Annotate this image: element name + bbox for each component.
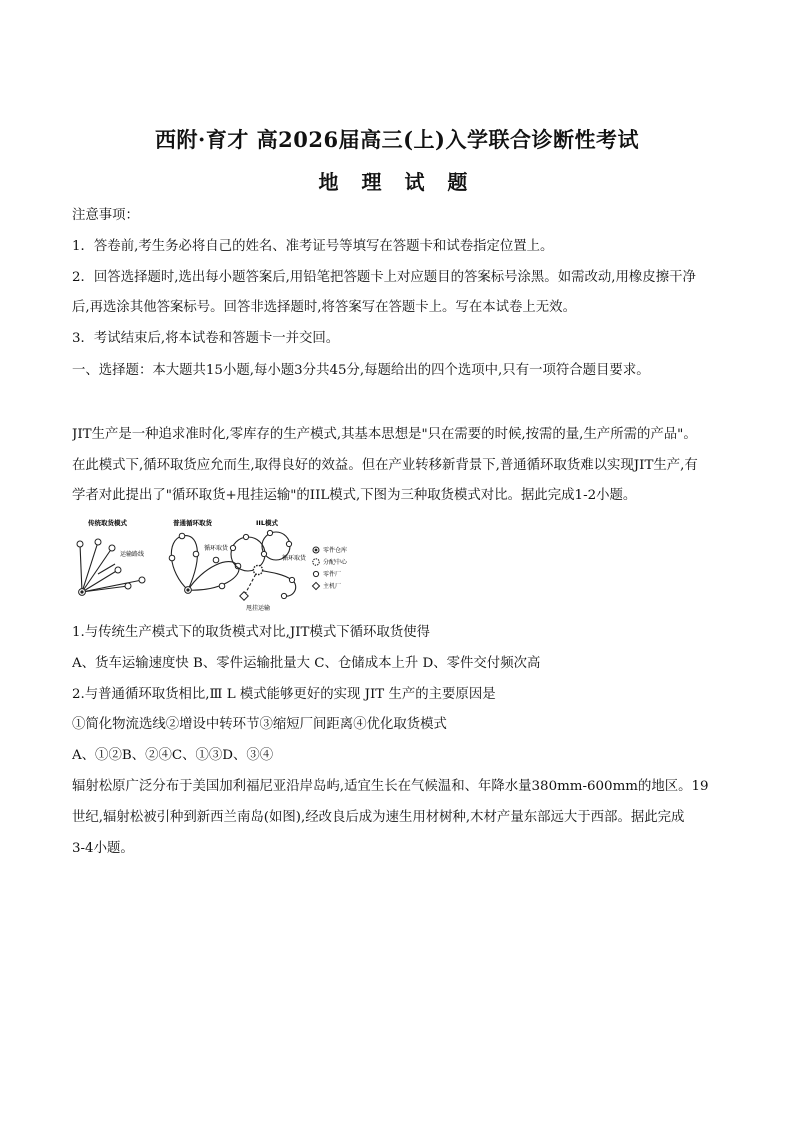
- section-heading: 一、选择题：本大题共15小题,每小题3分共45分,每题给出的四个选项中,只有一项符合题目要求。: [72, 363, 650, 378]
- passage-line: 学者对此提出了"循环取货+甩挂运输"的IIL模式,下图为三种取货模式对比。据此完成1-2小题。: [72, 488, 637, 503]
- notice-item: 1．答卷前,考生务必将自己的姓名、准考证号等填写在答题卡和试卷指定位置上。: [72, 239, 554, 254]
- passage-line: 3-4小题。: [72, 841, 134, 856]
- question-choices: ①简化物流选线②增设中转环节③缩短厂间距离④优化取货模式: [72, 717, 447, 732]
- passage-line: 在此模式下,循环取货应允而生,取得良好的效益。但在产业转移新背景下,普通循环取货难以实现JIT生产,有: [72, 458, 698, 473]
- panel-title: IIL模式: [256, 519, 278, 527]
- iil-loops: [231, 532, 296, 596]
- passage-line: JIT生产是一种追求准时化,零库存的生产模式,其基本思想是"只在需要的时候,按需的量,生产所需的产品"。: [72, 427, 697, 442]
- main-plant: [240, 592, 248, 600]
- question-stem: 1.与传统生产模式下的取货模式对比,JIT模式下循环取货使得: [72, 625, 430, 640]
- legend: [312, 546, 348, 590]
- panel-title: 传统取货模式: [88, 519, 127, 527]
- subject-title: 地 理 试 题: [318, 170, 476, 194]
- cycle-label: 循环取货: [282, 555, 307, 562]
- question-options: A、①②B、②④C、①③D、③④: [72, 748, 274, 763]
- legend-item: 零件厂: [323, 571, 342, 578]
- distribution-center: [253, 565, 262, 574]
- legend-item: 零件仓库: [323, 547, 348, 554]
- passage-line: 世纪,辐射松被引种到新西兰南岛(如图),经改良后成为速生用材树种,木材产量东部远大于西部。据此完成: [72, 810, 685, 825]
- question-options: A、货车运输速度快 B、零件运输批量大 C、仓储成本上升 D、零件交付频次高: [72, 656, 541, 671]
- trailer-label: 甩挂运输: [246, 605, 271, 612]
- notice-item: 3．考试结束后,将本试卷和答题卡一并交回。: [72, 331, 340, 346]
- cycle-label: 循环取货: [204, 545, 229, 552]
- panel-title: 普通循环取货: [173, 519, 212, 527]
- legend-item: 主机厂: [323, 583, 342, 590]
- notice-item: 后,再选涂其他答案标号。回答非选择题时,将答案写在答题卡上。写在本试卷上无效。: [72, 300, 576, 315]
- question-stem: 2.与普通循环取货相比,Ⅲ L 模式能够更好的实现 JIT 生产的主要原因是: [72, 687, 496, 702]
- legend-item: 分配中心: [323, 559, 348, 566]
- notice-heading: 注意事项：: [72, 208, 139, 223]
- cycle-loops: [171, 536, 239, 591]
- route-label: 运输路线: [120, 551, 145, 558]
- exam-title: 西附·育才 高2026届高三(上)入学联合诊断性考试: [155, 127, 639, 152]
- pickup-modes-figure: [70, 514, 390, 614]
- passage-line: 辐射松原广泛分布于美国加利福尼亚沿岸岛屿,适宜生长在气候温和、年降水量380mm-600mm的地区。19: [72, 779, 709, 794]
- notice-item: 2．回答选择题时,选出每小题答案后,用铅笔把答题卡上对应题目的答案标号涂黑。如需改动,用橡皮擦干净: [72, 270, 696, 285]
